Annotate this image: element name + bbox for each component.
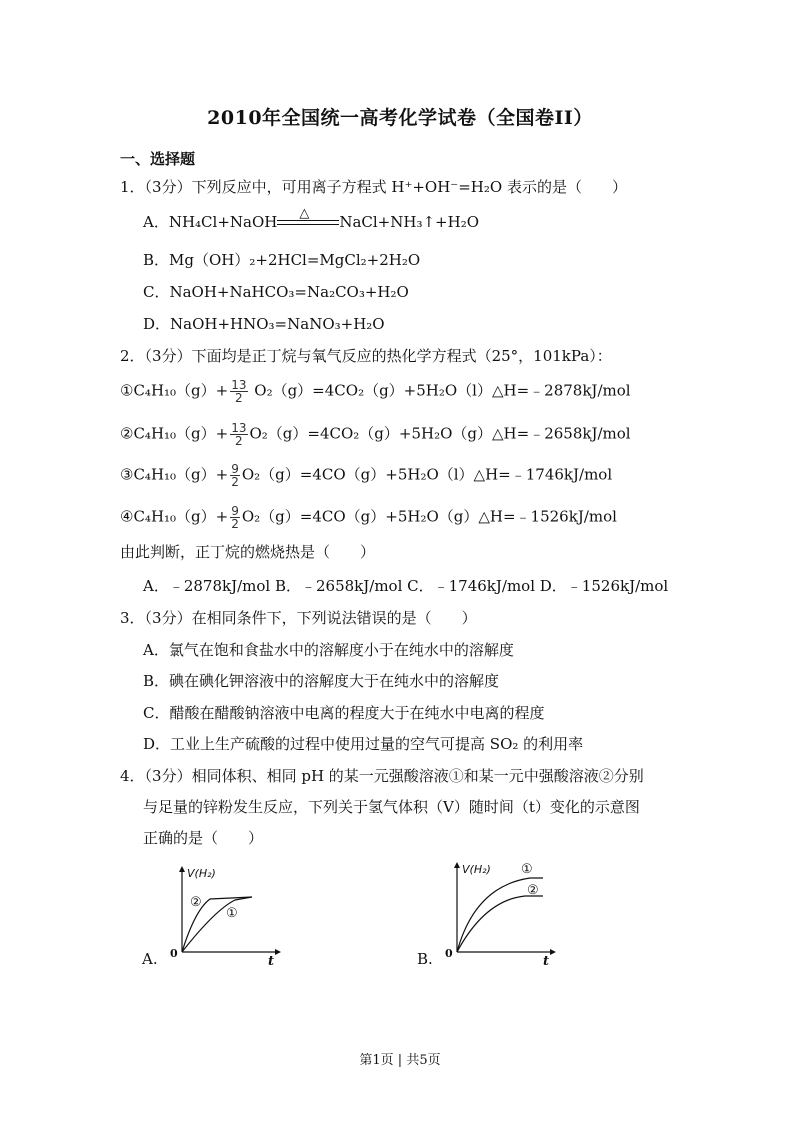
graph-a-curve-1-label: ① [226,906,238,921]
graph-option-a [140,860,290,970]
question-4-stem-line-2: 与足量的锌粉发生反应，下列关于氢气体积（V）随时间（t）变化的示意图 [143,798,640,816]
equation-1 [120,379,631,404]
fraction: $\frac{13}{2}$ [231,378,247,405]
option-a-products: NaCl+NH₃↑+H₂O [339,213,480,231]
equation-3 [120,463,612,488]
question-2-stem: 2．（3分）下面均是正丁烷与氧气反应的热化学方程式（25°，101kPa）： [120,347,612,365]
question-1-option-a [143,206,480,232]
equation-2-rhs: O₂（g）=4CO₂（g）+5H₂O（g）△H=﹣2658kJ/mol [249,424,631,443]
page-footer: 第1页 | 共5页 [359,1053,441,1068]
question-3-option-b: B．碘在碘化钾溶液中的溶解度大于在纯水中的溶解度 [143,672,500,690]
graph-b-y-label: V(H₂) [462,863,491,876]
graph-b-origin: 0 [445,947,453,960]
graph-a-y-label: V(H₂) [187,867,216,880]
graph-option-b [415,856,565,970]
question-1-stem: 1．（3分）下列反应中，可用离子方程式 H⁺+OH⁻=H₂O 表示的是（ ） [120,178,627,196]
question-4-stem-line-1: 4．（3分）相同体积、相同 pH 的某一元强酸溶液①和某一元中强酸溶液②分别 [120,767,644,785]
question-2-judge: 由此判断，正丁烷的燃烧热是（ ） [120,543,376,561]
equation-4-lhs: ④C₄H₁₀（g）+ [120,507,229,526]
curve-2 [457,896,543,952]
question-4-stem-line-3: 正确的是（ ） [143,829,264,847]
fraction: $\frac{9}{2}$ [231,504,239,531]
graph-a-option-label: A. [142,950,158,968]
heat-arrow [277,206,339,230]
graph-b-option-label: B. [417,950,433,968]
graph-a-x-label: t [268,954,275,969]
question-1-option-c: C．NaOH+NaHCO₃=Na₂CO₃+H₂O [143,283,409,301]
equation-4 [120,505,617,530]
fraction: $\frac{13}{2}$ [231,421,247,448]
graph-b-curve-1-label: ① [521,862,533,877]
section-heading: 一、选择题 [120,150,196,168]
equation-2-lhs: ②C₄H₁₀（g）+ [120,424,229,443]
equation-1-lhs: ①C₄H₁₀（g）+ [120,381,229,400]
equation-3-lhs: ③C₄H₁₀（g）+ [120,465,229,484]
question-3-stem: 3．（3分）在相同条件下，下列说法错误的是（ ） [120,609,477,627]
question-2-options: A．﹣2878kJ/mol B．﹣2658kJ/mol C．﹣1746kJ/mol D．﹣1526kJ/mol [143,577,669,595]
equation-1-rhs: O₂（g）=4CO₂（g）+5H₂O（l）△H=﹣2878kJ/mol [249,381,631,400]
question-3-option-d: D．工业上生产硫酸的过程中使用过量的空气可提高 SO₂ 的利用率 [143,735,584,753]
graph-b-curve-2-label: ② [527,883,539,898]
heat-condition: △ [299,206,310,221]
equation-4-rhs: O₂（g）=4CO（g）+5H₂O（g）△H=﹣1526kJ/mol [241,507,617,526]
question-1-option-d: D．NaOH+HNO₃=NaNO₃+H₂O [143,315,385,333]
question-1-option-b: B．Mg（OH）₂+2HCl=MgCl₂+2H₂O [143,251,421,269]
option-a-reactants: A．NH₄Cl+NaOH [143,213,278,231]
question-3-option-a: A．氯气在饱和食盐水中的溶解度小于在纯水中的溶解度 [143,641,514,659]
exam-title: 2010年全国统一高考化学试卷（全国卷II） [207,107,593,129]
equation-3-rhs: O₂（g）=4CO（g）+5H₂O（l）△H=﹣1746kJ/mol [241,465,613,484]
graph-a-curve-2-label: ② [190,895,202,910]
fraction: $\frac{9}{2}$ [231,462,239,489]
graph-b-x-label: t [543,954,550,969]
question-3-option-c: C．醋酸在醋酸钠溶液中电离的程度大于在纯水中电离的程度 [143,704,545,722]
graph-a-origin: 0 [170,947,178,960]
equation-2 [120,422,631,447]
